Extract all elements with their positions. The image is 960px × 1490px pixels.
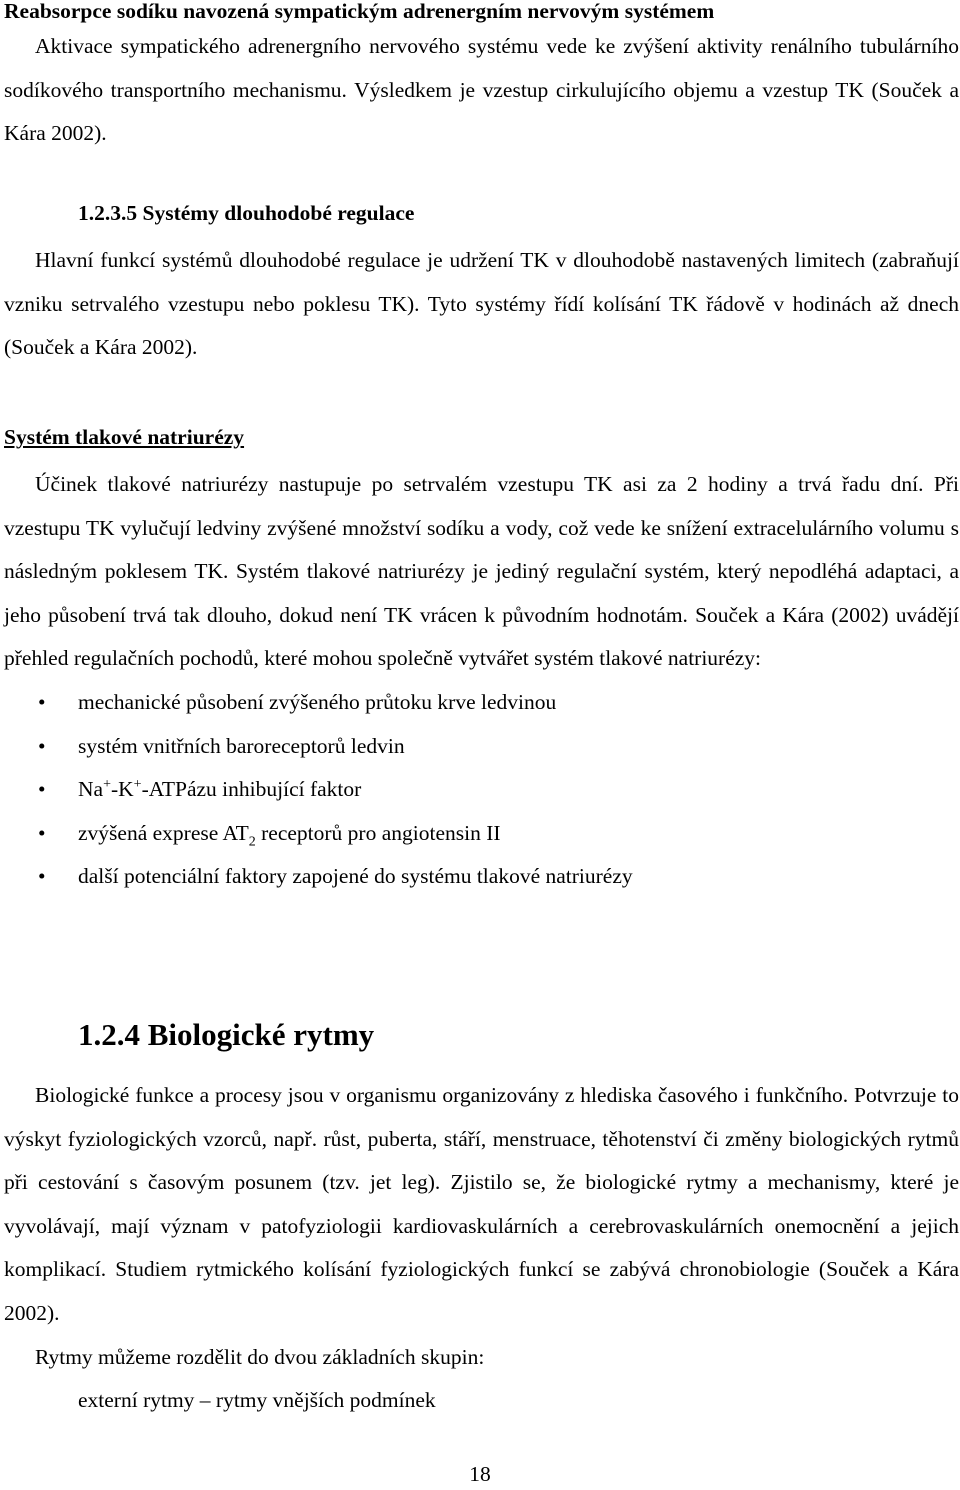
list-item-external-rhythms: externí rytmy – rytmy vnějších podmínek (78, 1388, 436, 1413)
list-item: • další potenciální faktory zapojené do systému tlakové natriurézy (4, 855, 959, 899)
section-sympathetic (4, 0, 959, 156)
list-item: • mechanické působení zvýšeného průtoku krve ledvinou (4, 681, 959, 725)
subsection-heading-1-2-3-5: 1.2.3.5 Systémy dlouhodobé regulace (78, 201, 415, 225)
section-heading-natriuresis: Systém tlakové natriurézy (4, 425, 245, 449)
paragraph-natriuresis: Účinek tlakové natriurézy nastupuje po setrvalém vzestupu TK asi za 2 hodiny a trvá řadu dní. Při vzestupu TK vylučují ledviny zvýšené množství sodíku a vody, což vede ke snížení extracelulárního volumu s následným poklesem TK. Systém tlakové natriurézy je jediný regulační systém, který nepodléhá adaptaci, a jeho působení trvá tak dlouho, dokud není TK vrácen k původním hodnotám. Souček a Kára (2002) uvádějí přehled regulačních pochodů, které mohou společně vytvářet systém tlakové natriurézy: (4, 472, 959, 671)
section-heading-sympathetic: Reabsorpce sodíku navozená sympatickým adrenergním nervovým systémem (4, 0, 715, 23)
page-number: 18 (469, 1462, 491, 1486)
section-heading-1-2-4: 1.2.4 Biologické rytmy (78, 1017, 375, 1052)
list-item: • zvýšená exprese $AT_2$ receptorů pro angiotensin II (4, 812, 959, 856)
section-biological-rhythms (4, 1015, 959, 1423)
paragraph-rhythm-groups: Rytmy můžeme rozdělit do dvou základních skupin: (35, 1344, 485, 1369)
natriuresis-bullet-list (4, 681, 959, 899)
paragraph-long-term-regulation: Hlavní funkcí systémů dlouhodobé regulace je udržení TK v dlouhodobě nastavených limitech (zabraňují vzniku setrvalého vzestupu nebo poklesu TK). Tyto systémy řídí kolísání TK řádově v hodinách až dnech (Souček a Kára 2002). (4, 248, 959, 360)
paragraph-biological-rhythms: Biologické funkce a procesy jsou v organismu organizovány z hlediska časového i funkčního. Potvrzuje to výskyt fyziologických vzorců, např. růst, puberta, stáří, menstruace, těhotenství či změny biologických rytmů při cestování s časovým posunem (tzv. jet leg). Zjistilo se, že biologické rytmy a mechanismy, které je vyvolávají, mají význam v patofyziologii kardiovaskulárních a cerebrovaskulárních onemocnění a jejich komplikací. Studiem rytmického kolísání fyziologických funkcí se zabývá chronobiologie (Souček a Kára 2002). (4, 1083, 959, 1325)
list-item: • systém vnitřních baroreceptorů ledvin (4, 725, 959, 769)
section-pressure-natriuresis (4, 421, 959, 899)
section-long-term-regulation (4, 197, 959, 370)
paragraph-sympathetic: Aktivace sympatického adrenergního nervového systému vede ke zvýšení aktivity renálního tubulárního sodíkového transportního mechanismu. Výsledkem je vzestup cirkulujícího objemu a vzestup TK (Souček a Kára 2002). (4, 34, 959, 146)
list-item: • Na+-K+-ATPázu inhibující faktor (4, 768, 959, 812)
